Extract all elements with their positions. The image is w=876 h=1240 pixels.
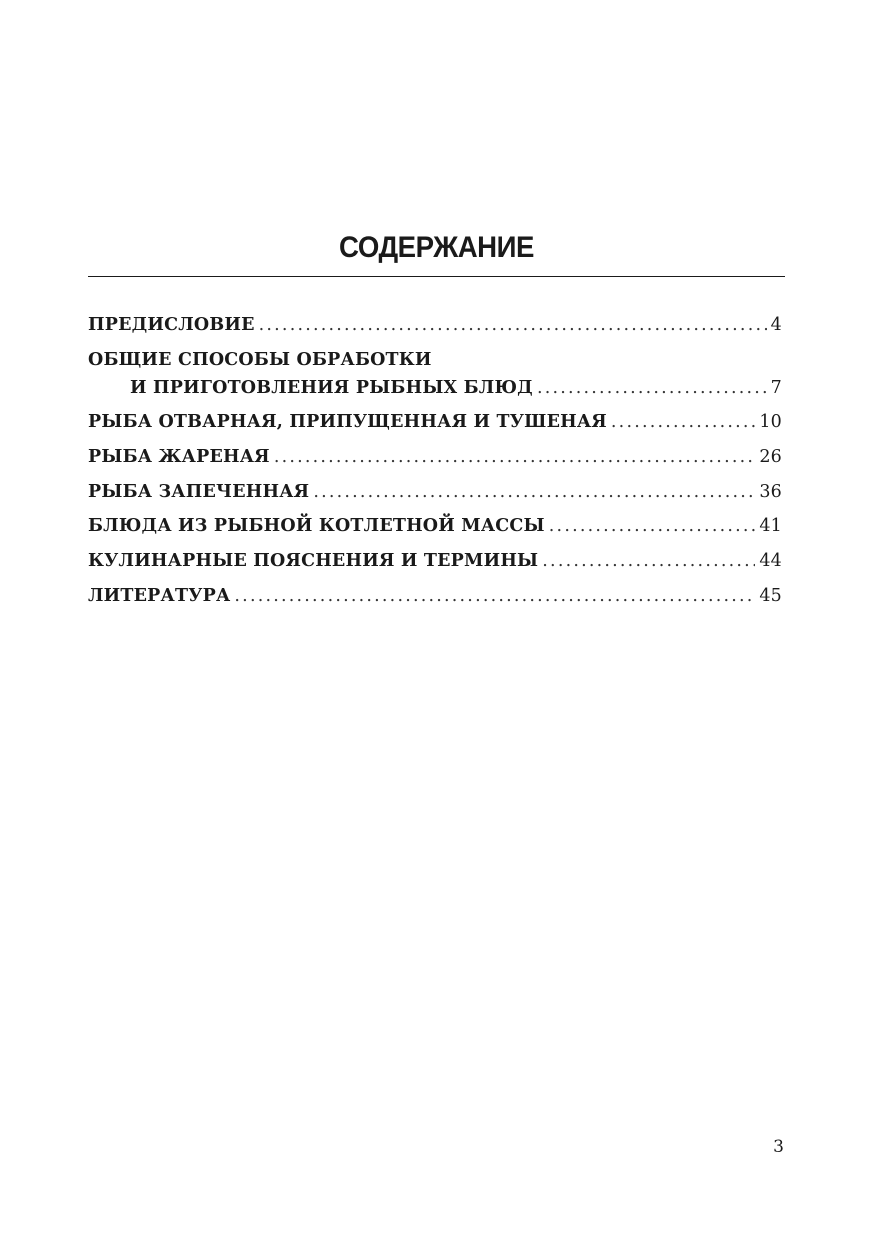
toc-entry-title: РЫБА ЗАПЕЧЕННАЯ: [88, 481, 310, 502]
toc-entry-page: 36: [759, 481, 782, 502]
toc-entry[interactable]: [88, 547, 782, 575]
toc-entry-page: 7: [770, 377, 782, 398]
toc-entry-title: ОБЩИЕ СПОСОБЫ ОБРАБОТКИ: [88, 349, 432, 370]
toc-entry-page: 44: [759, 551, 782, 572]
toc-entry-page: 4: [770, 315, 782, 335]
toc-entry-page: 41: [759, 516, 782, 537]
toc-leader-dots: [542, 547, 755, 575]
toc-leader-dots: [313, 478, 755, 506]
toc-entry-title: ЛИТЕРАТУРА: [88, 585, 231, 606]
toc-entry[interactable]: [88, 311, 782, 339]
toc-entry[interactable]: [88, 512, 782, 540]
toc-leader-dots: [274, 443, 756, 471]
toc-entry-page: 26: [759, 447, 782, 468]
toc-entry-title: ПРЕДИСЛОВИЕ: [88, 315, 255, 335]
toc-entry[interactable]: [88, 582, 782, 610]
toc-entry-page: 45: [759, 585, 782, 606]
title-divider: [88, 276, 785, 277]
page-number: 3: [773, 1137, 784, 1157]
toc-entry[interactable]: [88, 478, 782, 506]
page-title: СОДЕРЖАНИЕ: [339, 231, 534, 264]
toc-entry[interactable]: [88, 346, 782, 402]
toc-entry-title: РЫБА ЖАРЕНАЯ: [88, 447, 270, 468]
table-of-contents: [88, 311, 782, 617]
toc-entry[interactable]: [88, 443, 782, 471]
toc-leader-dots: [234, 582, 755, 610]
toc-entry-title: РЫБА ОТВАРНАЯ, ПРИПУЩЕННАЯ И ТУШЕНАЯ: [88, 412, 607, 433]
toc-entry[interactable]: [88, 408, 782, 436]
toc-entry-page: 10: [759, 412, 782, 433]
toc-leader-dots: [537, 374, 767, 402]
toc-entry-title: КУЛИНАРНЫЕ ПОЯСНЕНИЯ И ТЕРМИНЫ: [88, 551, 539, 572]
toc-entry-title: БЛЮДА ИЗ РЫБНОЙ КОТЛЕТНОЙ МАССЫ: [88, 516, 545, 537]
toc-leader-dots: [549, 512, 756, 540]
toc-leader-dots: [259, 311, 767, 339]
toc-entry-title-continuation: И ПРИГОТОВЛЕНИЯ РЫБНЫХ БЛЮД: [130, 377, 533, 398]
toc-leader-dots: [611, 408, 755, 436]
